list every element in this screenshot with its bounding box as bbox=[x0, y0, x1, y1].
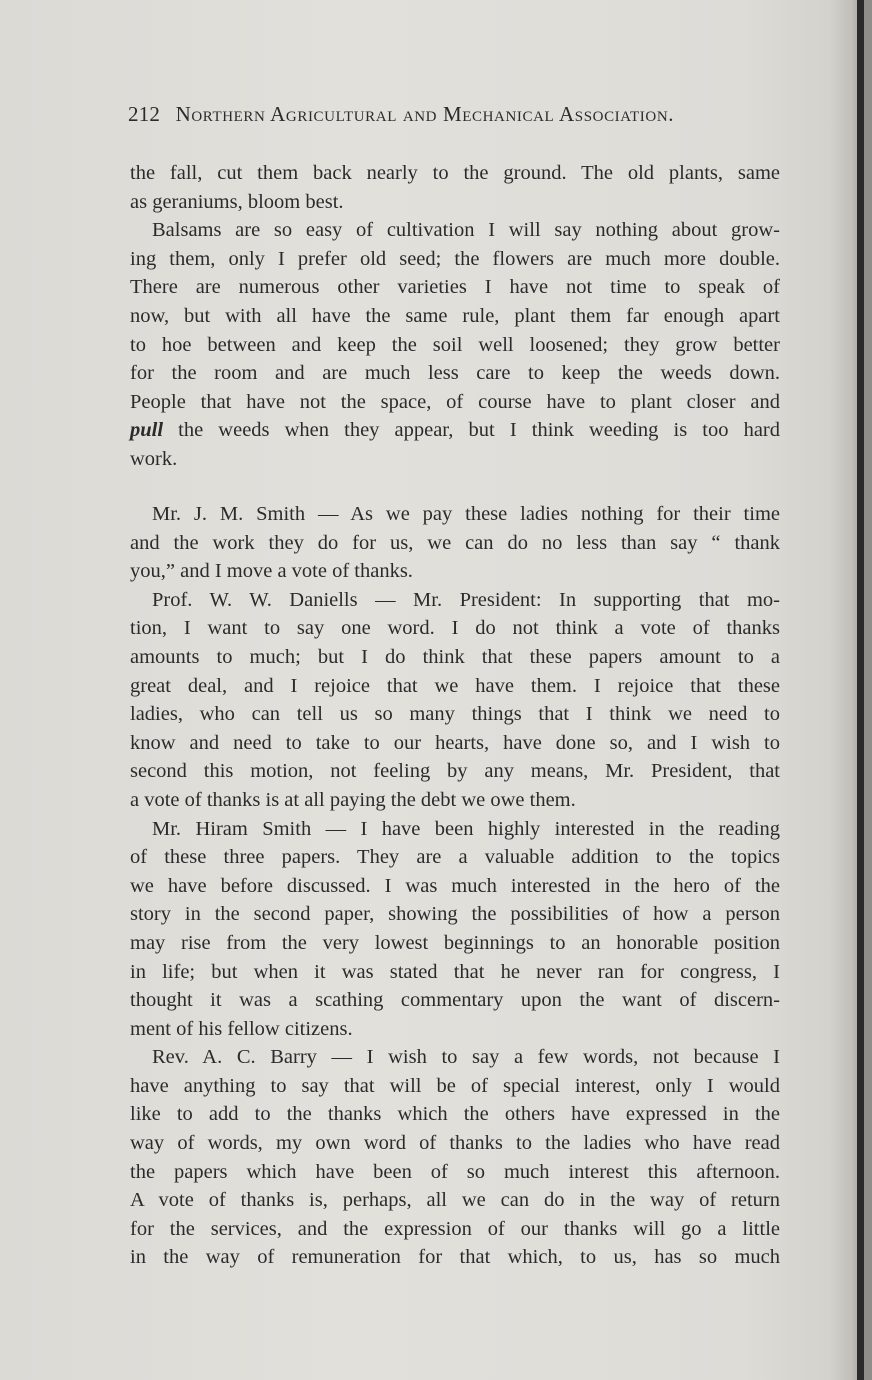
text-line: Balsams are so easy of cultivation I will say nothing about grow- bbox=[152, 219, 780, 242]
text-line: Prof. W. W. Daniells — Mr. President: In supporting that mo- bbox=[152, 588, 780, 611]
text-block-discussion bbox=[130, 500, 780, 1272]
text-line: now, but with all have the same rule, plant them far enough apart bbox=[130, 304, 780, 327]
text-line: as geraniums, bloom best. bbox=[130, 190, 344, 213]
text-line: a vote of thanks is at all paying the debt we owe them. bbox=[130, 788, 576, 811]
text-line: the papers which have been of so much interest this afternoon. bbox=[130, 1160, 780, 1183]
page-edge-margin bbox=[864, 0, 872, 1380]
text-line: Mr. Hiram Smith — I have been highly interested in the reading bbox=[152, 817, 780, 840]
text-line: you,” and I move a vote of thanks. bbox=[130, 560, 413, 583]
paragraph-balsams bbox=[130, 216, 780, 473]
page-number: 212 bbox=[128, 102, 161, 126]
text-line: for the services, and the expression of our thanks will go a little bbox=[130, 1217, 780, 1240]
text-line: A vote of thanks is, perhaps, all we can do in the way of return bbox=[130, 1189, 780, 1212]
text-line: People that have not the space, of course have to plant closer and bbox=[130, 390, 780, 413]
paragraph-hiram-smith bbox=[130, 815, 780, 1044]
text-line: for the room and are much less care to keep the weeds down. bbox=[130, 362, 780, 385]
text-line: and the work they do for us, we can do no less than say “ thank bbox=[130, 531, 780, 554]
running-title: Northern Agricultural and Mechanical Association. bbox=[175, 102, 675, 126]
text-line: have anything to say that will be of special interest, only I would bbox=[130, 1074, 780, 1097]
text-block-continuation bbox=[130, 159, 780, 474]
text-line: way of words, my own word of thanks to the ladies who have read bbox=[130, 1132, 780, 1155]
text-line: the fall, cut them back nearly to the ground. The old plants, same bbox=[130, 162, 780, 184]
text-line: of these three papers. They are a valuable addition to the topics bbox=[130, 846, 780, 869]
page-edge-border bbox=[857, 0, 864, 1380]
text-line: ing them, only I prefer old seed; the flowers are much more double. bbox=[130, 247, 780, 270]
text-line: to hoe between and keep the soil well loosened; they grow better bbox=[130, 333, 780, 356]
text-line-with-emphasis bbox=[130, 416, 780, 445]
text-line-remainder: the weeds when they appear, but I think weeding is too hard bbox=[178, 419, 781, 442]
text-line: Rev. A. C. Barry — I wish to say a few words, not because I bbox=[152, 1046, 780, 1069]
text-line: in the way of remuneration for that which, to us, has so much bbox=[130, 1246, 780, 1269]
text-line: second this motion, not feeling by any means, Mr. President, that bbox=[130, 760, 780, 783]
text-line: know and need to take to our hearts, have done so, and I wish to bbox=[130, 731, 780, 754]
text-line: work. bbox=[130, 447, 178, 470]
text-line: like to add to the thanks which the others have expressed in the bbox=[130, 1103, 780, 1126]
paragraph-daniells bbox=[130, 586, 780, 815]
text-line: we have before discussed. I was much interested in the hero of the bbox=[130, 874, 780, 897]
text-line: thought it was a scathing commentary upon the want of discern- bbox=[130, 989, 780, 1012]
text-line: great deal, and I rejoice that we have them. I rejoice that these bbox=[130, 674, 780, 697]
paragraph-barry bbox=[130, 1043, 780, 1272]
paragraph-jm-smith bbox=[130, 500, 780, 586]
text-line: There are numerous other varieties I have not time to speak of bbox=[130, 276, 780, 299]
emphasized-word: pull bbox=[130, 419, 164, 442]
text-line: tion, I want to say one word. I do not think a vote of thanks bbox=[130, 617, 780, 640]
paragraph-geraniums bbox=[130, 159, 780, 216]
text-line: ment of his fellow citizens. bbox=[130, 1017, 353, 1040]
text-line: story in the second paper, showing the possibilities of how a person bbox=[130, 903, 780, 926]
text-line: amounts to much; but I do think that these papers amount to a bbox=[130, 645, 780, 668]
text-line: ladies, who can tell us so many things that I think we need to bbox=[130, 703, 780, 726]
text-line: may rise from the very lowest beginnings to an honorable position bbox=[130, 931, 780, 954]
text-line: in life; but when it was stated that he never ran for congress, I bbox=[130, 960, 780, 983]
running-header bbox=[128, 102, 768, 127]
text-line: Mr. J. M. Smith — As we pay these ladies nothing for their time bbox=[152, 503, 780, 525]
